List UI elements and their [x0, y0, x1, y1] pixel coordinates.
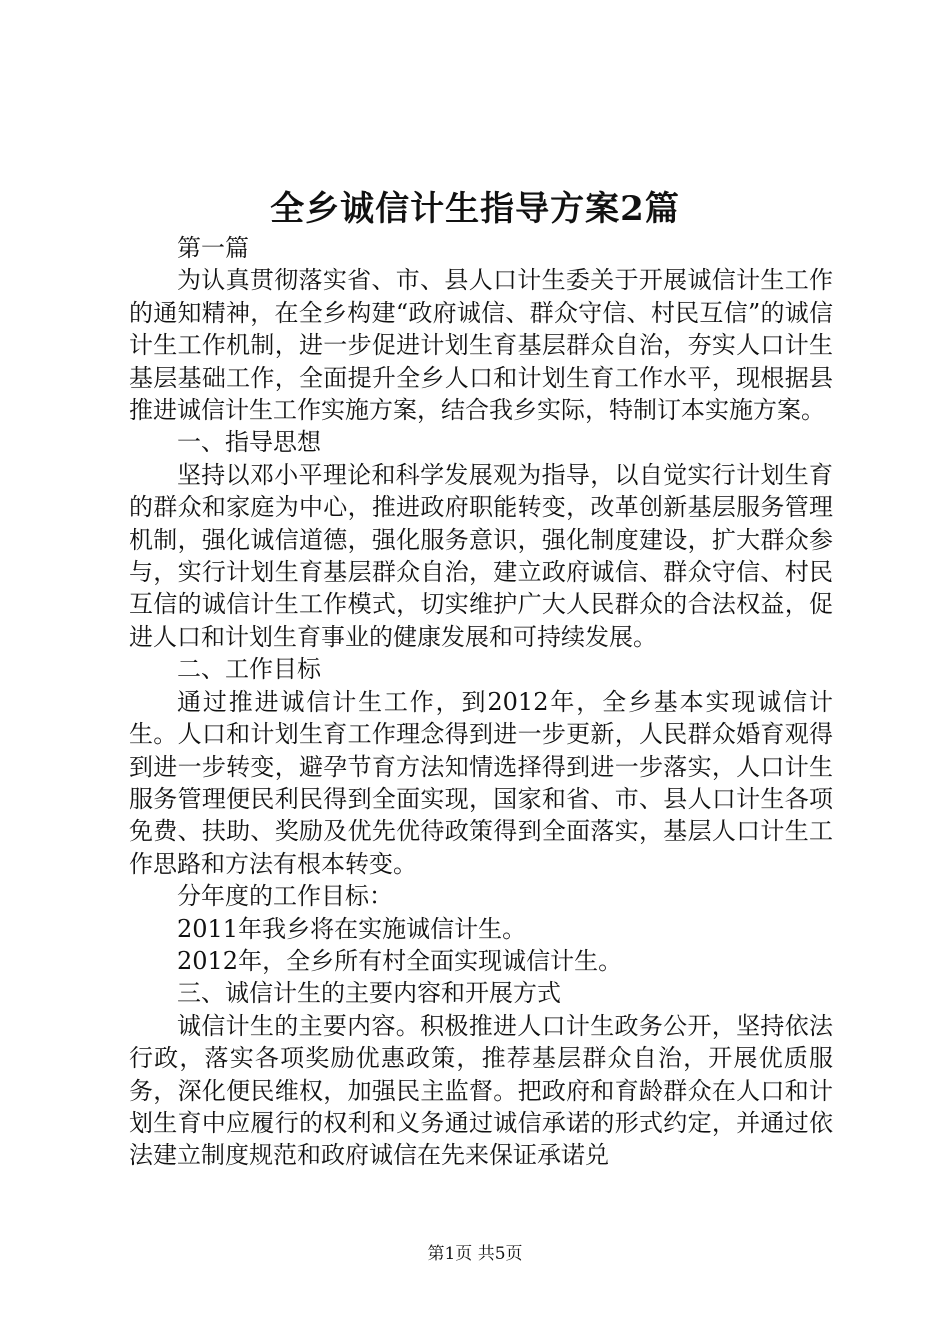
section-heading-first: 第一篇: [177, 234, 249, 262]
annual-goals-label: 分年度的工作目标：: [177, 882, 393, 911]
heading-work-goals: 二、工作目标: [177, 655, 321, 684]
page-footer: 第1页 共5页: [427, 1244, 523, 1264]
goal-2011: 2011年我乡将在实施诚信计生。: [177, 914, 527, 943]
intro-paragraph: 为认真贯彻落实省、市、县人口计生委关于开展诚信计生工作的通知精神，在全乡构建“政府诚信、群众守信、村民互信”的诚信计生工作机制，进一步促进计划生育基层群众自治，夯实人口计生基层基础工作，全面提升全乡人口和计划生育工作水平，现根据县推进诚信计生工作实施方案，结合我乡实际，特制订本实施方案。: [129, 266, 833, 425]
heading-main-content: 三、诚信计生的主要内容和开展方式: [177, 979, 561, 1008]
heading-guiding-ideology: 一、指导思想: [177, 428, 321, 457]
document-body: [129, 232, 833, 1172]
work-goals-paragraph: 通过推进诚信计生工作，到2012年，全乡基本实现诚信计生。人口和计划生育工作理念得到进一步更新，人民群众婚育观得到进一步转变，避孕节育方法知情选择得到进一步落实，人口计生服务管理便民利民得到全面实现，国家和省、市、县人口计生各项免费、扶助、奖励及优先优待政策得到全面落实，基层人口计生工作思路和方法有根本转变。: [129, 687, 833, 878]
goal-2012: 2012年，全乡所有村全面实现诚信计生。: [177, 946, 623, 975]
main-content-paragraph: 诚信计生的主要内容。积极推进人口计生政务公开，坚持依法行政，落实各项奖励优惠政策，推荐基层群众自治，开展优质服务，深化便民维权，加强民主监督。把政府和育龄群众在人口和计划生育中应履行的权利和义务通过诚信承诺的形式约定，并通过依法建立制度规范和政府诚信在先来保证承诺兑: [129, 1011, 833, 1170]
guiding-ideology-paragraph: 坚持以邓小平理论和科学发展观为指导，以自觉实行计划生育的群众和家庭为中心，推进政府职能转变，改革创新基层服务管理机制，强化诚信道德，强化服务意识，强化制度建设，扩大群众参与，实行计划生育基层群众自治，建立政府诚信、群众守信、村民互信的诚信计生工作模式，切实维护广大人民群众的合法权益，促进人口和计划生育事业的健康发展和可持续发展。: [129, 460, 833, 651]
document-title: 全乡诚信计生指导方案2篇: [270, 189, 680, 229]
